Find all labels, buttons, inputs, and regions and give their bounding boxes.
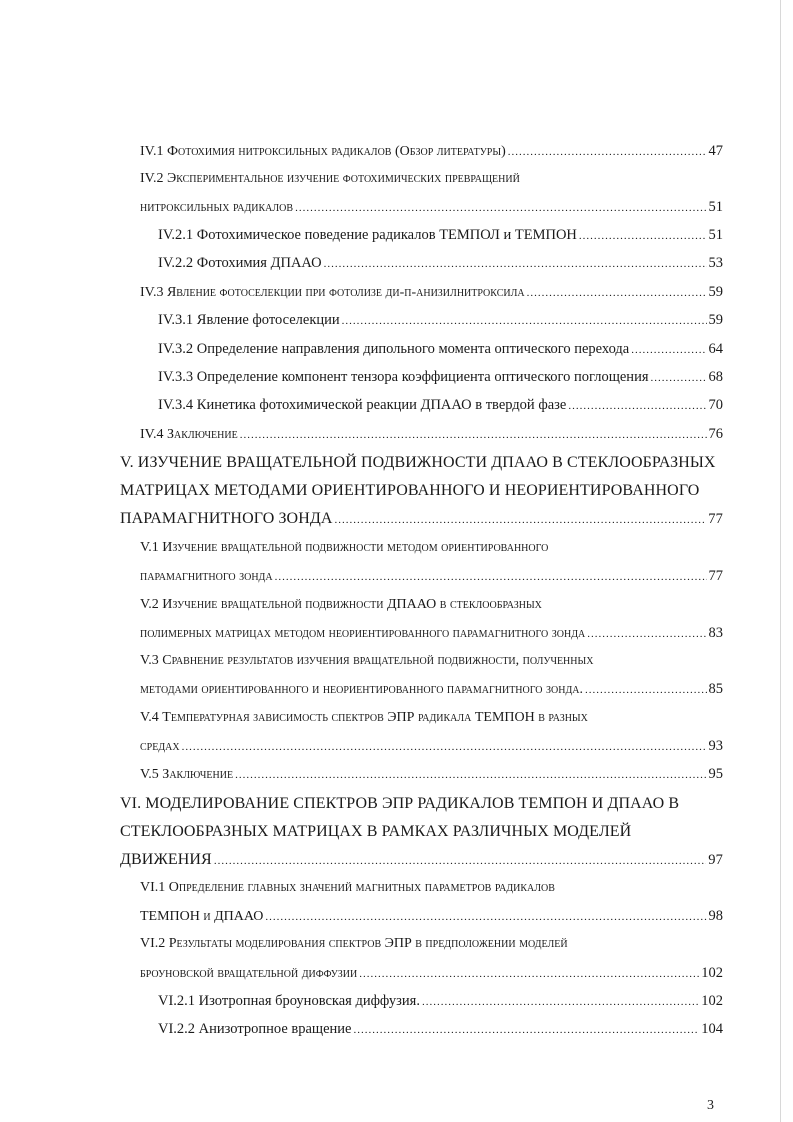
toc-entry bbox=[120, 851, 723, 869]
leader-dots bbox=[579, 230, 707, 242]
toc-entry bbox=[140, 965, 723, 982]
toc-entry-title: IV.3.4 Кинетика фотохимической реакции ДПААО в твердой фазе bbox=[158, 397, 567, 413]
toc-entry-page: 59 bbox=[708, 284, 723, 300]
toc-entry bbox=[140, 681, 723, 698]
toc-entry-page: 77 bbox=[708, 568, 723, 584]
toc-entry bbox=[140, 738, 723, 755]
toc-entry bbox=[158, 312, 723, 329]
leader-dots bbox=[240, 429, 707, 441]
chapter-heading-line: МАТРИЦАХ МЕТОДАМИ ОРИЕНТИРОВАННОГО И НЕОРИЕНТИРОВАННОГО bbox=[120, 482, 700, 499]
toc-entry bbox=[158, 227, 723, 244]
toc-entry-page: 51 bbox=[708, 199, 723, 215]
toc-entry-title: IV.3.2 Определение направления дипольного момента оптического перехода bbox=[158, 341, 630, 357]
toc-entry-title: IV.1 Фотохимия нитроксильных радикалов (Обзор литературы) bbox=[140, 144, 506, 159]
toc-entry-page: 102 bbox=[701, 965, 723, 981]
toc-entry-page: 95 bbox=[708, 766, 723, 782]
leader-dots bbox=[568, 400, 706, 412]
toc-entry bbox=[140, 426, 723, 443]
leader-dots bbox=[214, 855, 706, 867]
toc-entry-title: V.5 Заключение bbox=[140, 767, 234, 782]
leader-dots bbox=[508, 146, 707, 158]
toc-entry-page: 85 bbox=[708, 681, 723, 697]
leader-dots bbox=[265, 911, 706, 923]
toc-entry-title: VI.2.2 Анизотропное вращение bbox=[158, 1021, 352, 1037]
toc-entry bbox=[140, 766, 723, 783]
chapter-heading-line: V. ИЗУЧЕНИЕ ВРАЩАТЕЛЬНОЙ ПОДВИЖНОСТИ ДПААО В СТЕКЛООБРАЗНЫХ bbox=[120, 454, 716, 471]
leader-dots bbox=[585, 684, 707, 696]
toc-entry-title: методами ориентированного и неориентированного парамагнитного зонда. bbox=[140, 682, 583, 697]
toc-entry bbox=[158, 341, 723, 358]
chapter-heading-line: VI. МОДЕЛИРОВАНИЕ СПЕКТРОВ ЭПР РАДИКАЛОВ ТЕМПОН И ДПААО В bbox=[120, 795, 680, 812]
leader-dots bbox=[527, 287, 707, 299]
toc-entry-page: 93 bbox=[708, 738, 723, 754]
leader-dots bbox=[324, 258, 707, 270]
toc-entry-title: броуновской вращательной диффузии bbox=[140, 966, 358, 981]
toc-entry-page: 104 bbox=[701, 1021, 723, 1037]
toc-entry-page: 70 bbox=[708, 397, 723, 413]
toc-entry-page: 102 bbox=[701, 993, 723, 1009]
toc-entry-page: 83 bbox=[708, 625, 723, 641]
toc-entry-title: парамагнитного зонда bbox=[140, 569, 273, 584]
toc-entry bbox=[140, 199, 723, 216]
toc-entry bbox=[140, 625, 723, 642]
toc-entry bbox=[158, 255, 723, 272]
toc-entry-title: IV.3.3 Определение компонент тензора коэффициента оптического поглощения bbox=[158, 369, 649, 385]
leader-dots bbox=[422, 996, 699, 1008]
toc-entry-title: IV.3 Явление фотоселекции при фотолизе ди-п-анизилнитроксила bbox=[140, 285, 525, 300]
scan-edge-divider bbox=[780, 0, 781, 1122]
toc-entry bbox=[140, 143, 723, 160]
toc-entry bbox=[158, 1021, 723, 1038]
toc-entry-line: V.2 Изучение вращательной подвижности ДПААО в стеклообразных bbox=[140, 597, 542, 612]
toc-entry-page: 77 bbox=[708, 511, 723, 527]
toc-entry-title: полимерных матрицах методом неориентированного парамагнитного зонда bbox=[140, 626, 586, 641]
toc-entry-page: 51 bbox=[708, 227, 723, 243]
toc-entry-title: IV.2.2 Фотохимия ДПААО bbox=[158, 255, 322, 271]
toc-entry bbox=[140, 568, 723, 585]
toc-entry-line: VI.1 Определение главных значений магнитных параметров радикалов bbox=[140, 880, 555, 895]
toc-entry-page: 76 bbox=[708, 426, 723, 442]
toc-entry-line: VI.2 Результаты моделирования спектров ЭПР в предположении моделей bbox=[140, 936, 568, 951]
leader-dots bbox=[631, 344, 706, 356]
toc-entry-title: IV.4 Заключение bbox=[140, 427, 238, 442]
leader-dots bbox=[335, 514, 707, 526]
leader-dots bbox=[275, 571, 707, 583]
toc-entry-page: 53 bbox=[708, 255, 723, 271]
toc-entry-page: 68 bbox=[708, 369, 723, 385]
toc-entry-title: средах bbox=[140, 739, 180, 754]
toc-entry-line: V.4 Температурная зависимость спектров ЭПР радикала ТЕМПОН в разных bbox=[140, 710, 588, 725]
toc-entry-page: 47 bbox=[708, 143, 723, 159]
toc-entry-line: IV.2 Экспериментальное изучение фотохимических превращений bbox=[140, 171, 520, 186]
toc-entry bbox=[158, 993, 723, 1010]
leader-dots bbox=[342, 315, 707, 327]
toc-entry-title: VI.2.1 Изотропная броуновская диффузия. bbox=[158, 993, 420, 1009]
toc-entry-title: нитроксильных радикалов bbox=[140, 200, 294, 215]
toc-entry bbox=[158, 397, 723, 414]
toc-entry bbox=[120, 510, 723, 528]
chapter-heading-line: СТЕКЛООБРАЗНЫХ МАТРИЦАХ В РАМКАХ РАЗЛИЧНЫХ МОДЕЛЕЙ bbox=[120, 823, 632, 840]
leader-dots bbox=[587, 628, 706, 640]
toc-entry bbox=[140, 908, 723, 925]
toc-entry bbox=[140, 284, 723, 301]
toc-entry-title: IV.2.1 Фотохимическое поведение радикалов ТЕМПОЛ и ТЕМПОН bbox=[158, 227, 577, 243]
toc-entry-page: 97 bbox=[708, 852, 723, 868]
toc-entry-line: V.3 Сравнение результатов изучения вращательной подвижности, полученных bbox=[140, 653, 594, 668]
leader-dots bbox=[235, 769, 706, 781]
toc-entry-title: IV.3.1 Явление фотоселекции bbox=[158, 312, 340, 328]
toc-entry-page: 64 bbox=[708, 341, 723, 357]
leader-dots bbox=[295, 202, 706, 214]
leader-dots bbox=[353, 1024, 699, 1036]
toc-entry bbox=[158, 369, 723, 386]
toc-entry-title: ПАРАМАГНИТНОГО ЗОНДА bbox=[120, 510, 333, 527]
toc-entry-title: ДВИЖЕНИЯ bbox=[120, 851, 212, 868]
page-number: 3 bbox=[707, 1098, 714, 1113]
leader-dots bbox=[182, 741, 707, 753]
toc-entry-page: 59 bbox=[708, 312, 723, 328]
toc-entry-page: 98 bbox=[708, 908, 723, 924]
toc-entry-line: V.1 Изучение вращательной подвижности методом ориентированного bbox=[140, 540, 549, 555]
leader-dots bbox=[359, 968, 699, 980]
leader-dots bbox=[651, 372, 707, 384]
toc-entry-title: ТЕМПОН и ДПААО bbox=[140, 909, 264, 924]
